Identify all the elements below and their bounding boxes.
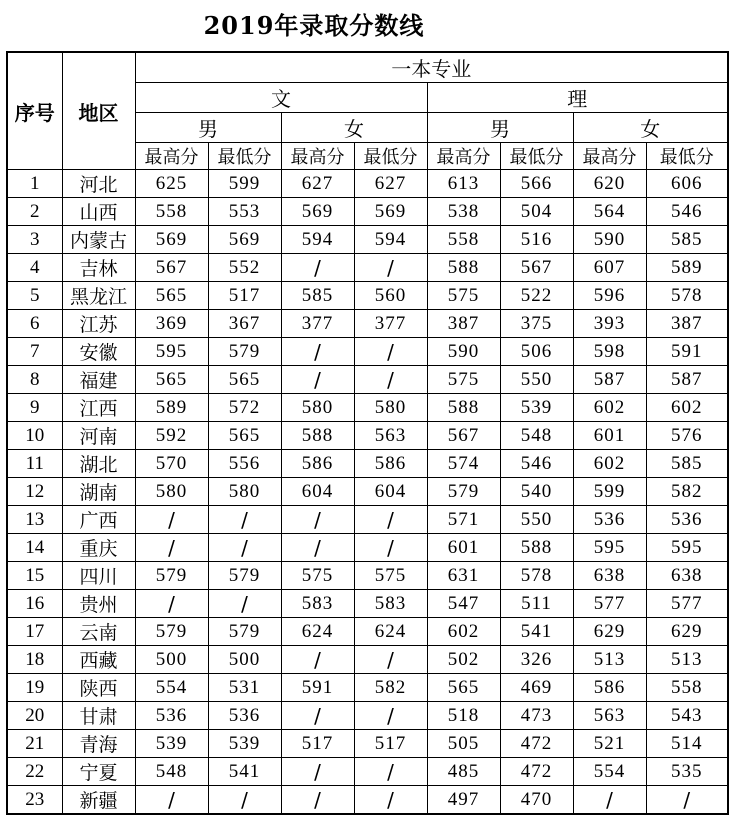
score-cell: 472 [500,730,573,758]
header-arts: 文 [135,83,427,113]
score-cell: / [354,506,427,534]
row-region: 山西 [62,198,135,226]
row-region: 贵州 [62,590,135,618]
row-index: 17 [7,618,62,646]
score-cell: 606 [646,170,728,198]
score-cell: 588 [427,394,500,422]
score-cell: 579 [427,478,500,506]
table-row [7,338,728,366]
score-cell: 604 [354,478,427,506]
score-cell: 539 [500,394,573,422]
table-row [7,226,728,254]
score-cell: 587 [573,366,646,394]
score-cell: 539 [208,730,281,758]
score-cell: 550 [500,366,573,394]
row-region: 云南 [62,618,135,646]
header-index: 序号 [7,52,62,170]
score-cell: / [354,786,427,815]
row-region: 重庆 [62,534,135,562]
score-cell: 625 [135,170,208,198]
score-cell: 521 [573,730,646,758]
score-cell: / [281,702,354,730]
score-cell: 514 [646,730,728,758]
score-cell: 629 [646,618,728,646]
score-cell: / [208,590,281,618]
score-cell: 536 [646,506,728,534]
score-cell: 578 [500,562,573,590]
score-cell: 522 [500,282,573,310]
row-region: 河南 [62,422,135,450]
score-cell: 572 [208,394,281,422]
score-cell: 565 [135,282,208,310]
score-cell: 563 [354,422,427,450]
score-cell: 367 [208,310,281,338]
score-cell: 543 [646,702,728,730]
score-cell: 579 [208,618,281,646]
score-cell: 567 [135,254,208,282]
score-cell: 599 [208,170,281,198]
table-row [7,562,728,590]
score-cell: 595 [646,534,728,562]
score-cell: 554 [573,758,646,786]
score-cell: 583 [354,590,427,618]
score-cell: 473 [500,702,573,730]
score-cell: 569 [135,226,208,254]
score-cell: 567 [427,422,500,450]
score-cell: 607 [573,254,646,282]
score-cell: 579 [208,338,281,366]
score-cell: 558 [646,674,728,702]
page-title: 2019年录取分数线 [203,11,425,40]
score-cell: / [135,506,208,534]
score-cell: 596 [573,282,646,310]
table-row [7,590,728,618]
score-cell: 579 [135,618,208,646]
score-cell: 500 [208,646,281,674]
score-cell: / [354,758,427,786]
score-cell: 548 [135,758,208,786]
header-min: 最低分 [500,143,573,170]
row-index: 22 [7,758,62,786]
score-cell: / [208,506,281,534]
table-row [7,674,728,702]
score-cell: 535 [646,758,728,786]
row-index: 13 [7,506,62,534]
score-cell: 565 [208,422,281,450]
header-arts-male: 男 [135,113,281,143]
score-cell: / [354,702,427,730]
row-region: 宁夏 [62,758,135,786]
score-cell: 513 [646,646,728,674]
score-cell: 505 [427,730,500,758]
table-row [7,758,728,786]
score-cell: 585 [281,282,354,310]
header-science-female: 女 [573,113,728,143]
row-index: 9 [7,394,62,422]
score-cell: 631 [427,562,500,590]
score-cell: 585 [646,226,728,254]
table-row [7,618,728,646]
score-cell: 627 [281,170,354,198]
score-cell: 576 [646,422,728,450]
score-cell: 588 [500,534,573,562]
score-cell: 575 [427,366,500,394]
score-cell: 582 [646,478,728,506]
row-index: 20 [7,702,62,730]
row-region: 青海 [62,730,135,758]
header-min: 最低分 [646,143,728,170]
header-min: 最低分 [354,143,427,170]
table-row [7,730,728,758]
score-cell: 629 [573,618,646,646]
score-cell: 500 [135,646,208,674]
score-cell: 583 [281,590,354,618]
row-index: 12 [7,478,62,506]
score-cell: 598 [573,338,646,366]
score-cell: 591 [646,338,728,366]
table-row [7,170,728,198]
score-cell: 539 [135,730,208,758]
score-cell: 580 [208,478,281,506]
header-science-male: 男 [427,113,573,143]
score-cell: / [208,534,281,562]
score-cell: 547 [427,590,500,618]
table-row [7,422,728,450]
score-cell: 638 [573,562,646,590]
score-cell: / [354,646,427,674]
score-cell: 601 [573,422,646,450]
row-region: 吉林 [62,254,135,282]
row-index: 21 [7,730,62,758]
score-cell: 624 [354,618,427,646]
score-cell: 566 [500,170,573,198]
row-region: 西藏 [62,646,135,674]
score-cell: 565 [208,366,281,394]
row-region: 福建 [62,366,135,394]
score-cell: 563 [573,702,646,730]
score-cell: 502 [427,646,500,674]
score-cell: 538 [427,198,500,226]
score-cell: / [573,786,646,815]
score-cell: 575 [427,282,500,310]
score-cell: 594 [281,226,354,254]
row-index: 19 [7,674,62,702]
score-cell: / [281,366,354,394]
score-cell: / [135,786,208,815]
score-cell: 564 [573,198,646,226]
score-cell: 369 [135,310,208,338]
score-cell: 574 [427,450,500,478]
score-cell: 470 [500,786,573,815]
table-row [7,646,728,674]
score-cell: / [281,254,354,282]
score-cell: 393 [573,310,646,338]
score-cell: / [354,534,427,562]
admission-score-table [6,51,729,815]
table-row [7,254,728,282]
table-body [7,170,728,815]
score-cell: 602 [646,394,728,422]
score-cell: 595 [573,534,646,562]
score-cell: 506 [500,338,573,366]
score-cell: 469 [500,674,573,702]
score-cell: 552 [208,254,281,282]
score-cell: / [354,254,427,282]
score-cell: 517 [354,730,427,758]
score-cell: / [135,534,208,562]
score-cell: 536 [573,506,646,534]
row-region: 新疆 [62,786,135,815]
row-index: 5 [7,282,62,310]
score-cell: 590 [573,226,646,254]
row-region: 甘肃 [62,702,135,730]
score-cell: 586 [573,674,646,702]
score-cell: 565 [427,674,500,702]
score-cell: 582 [354,674,427,702]
score-cell: 565 [135,366,208,394]
row-index: 6 [7,310,62,338]
table-row [7,310,728,338]
score-cell: 540 [500,478,573,506]
row-index: 3 [7,226,62,254]
score-cell: 387 [427,310,500,338]
table-row [7,366,728,394]
score-cell: 326 [500,646,573,674]
table-row [7,534,728,562]
table-row [7,702,728,730]
row-index: 15 [7,562,62,590]
table-row [7,506,728,534]
row-region: 河北 [62,170,135,198]
score-cell: 517 [208,282,281,310]
score-cell: 604 [281,478,354,506]
row-region: 湖南 [62,478,135,506]
score-cell: 567 [500,254,573,282]
score-cell: 575 [354,562,427,590]
score-cell: 601 [427,534,500,562]
score-cell: / [354,338,427,366]
score-cell: / [208,786,281,815]
score-cell: 550 [500,506,573,534]
score-cell: 585 [646,450,728,478]
score-cell: 590 [427,338,500,366]
row-region: 陕西 [62,674,135,702]
row-index: 8 [7,366,62,394]
score-cell: 548 [500,422,573,450]
table-row [7,198,728,226]
score-cell: 577 [573,590,646,618]
header-arts-female: 女 [281,113,427,143]
row-region: 江西 [62,394,135,422]
score-cell: 558 [427,226,500,254]
score-cell: 613 [427,170,500,198]
row-index: 16 [7,590,62,618]
score-cell: 592 [135,422,208,450]
row-index: 4 [7,254,62,282]
score-cell: / [354,366,427,394]
score-cell: 627 [354,170,427,198]
header-min: 最低分 [208,143,281,170]
score-cell: 594 [354,226,427,254]
score-cell: 589 [646,254,728,282]
score-cell: 560 [354,282,427,310]
score-cell: 579 [135,562,208,590]
score-cell: 638 [646,562,728,590]
row-region: 广西 [62,506,135,534]
score-cell: 579 [208,562,281,590]
score-cell: 586 [354,450,427,478]
score-cell: 589 [135,394,208,422]
score-cell: 587 [646,366,728,394]
score-cell: / [135,590,208,618]
row-index: 10 [7,422,62,450]
score-cell: 517 [281,730,354,758]
score-cell: 569 [354,198,427,226]
score-cell: 536 [135,702,208,730]
score-cell: 575 [281,562,354,590]
score-cell: / [281,534,354,562]
header-max: 最高分 [281,143,354,170]
row-index: 18 [7,646,62,674]
row-index: 23 [7,786,62,815]
row-region: 湖北 [62,450,135,478]
score-cell: 578 [646,282,728,310]
score-cell: 602 [573,450,646,478]
score-cell: 599 [573,478,646,506]
score-cell: 588 [281,422,354,450]
header-max: 最高分 [135,143,208,170]
score-cell: 553 [208,198,281,226]
score-cell: / [281,758,354,786]
header-max: 最高分 [573,143,646,170]
score-cell: 536 [208,702,281,730]
score-cell: 591 [281,674,354,702]
score-cell: / [281,646,354,674]
row-index: 2 [7,198,62,226]
score-cell: 375 [500,310,573,338]
score-cell: 485 [427,758,500,786]
score-cell: / [281,338,354,366]
header-max: 最高分 [427,143,500,170]
score-cell: 531 [208,674,281,702]
header-category: 一本专业 [135,52,728,83]
score-cell: 556 [208,450,281,478]
score-cell: 595 [135,338,208,366]
score-cell: 546 [646,198,728,226]
score-cell: 387 [646,310,728,338]
score-cell: 602 [573,394,646,422]
score-cell: 541 [500,618,573,646]
score-cell: 516 [500,226,573,254]
row-region: 江苏 [62,310,135,338]
score-cell: 504 [500,198,573,226]
row-region: 四川 [62,562,135,590]
row-region: 安徽 [62,338,135,366]
score-cell: 511 [500,590,573,618]
table-row [7,786,728,815]
score-cell: 546 [500,450,573,478]
score-cell: 571 [427,506,500,534]
row-index: 7 [7,338,62,366]
score-cell: / [646,786,728,815]
score-cell: 513 [573,646,646,674]
header-science: 理 [427,83,728,113]
score-cell: 580 [354,394,427,422]
score-cell: 580 [281,394,354,422]
score-cell: 554 [135,674,208,702]
score-cell: 624 [281,618,354,646]
table-row [7,282,728,310]
score-cell: 620 [573,170,646,198]
row-index: 14 [7,534,62,562]
score-cell: 541 [208,758,281,786]
score-cell: 558 [135,198,208,226]
row-index: 11 [7,450,62,478]
score-cell: 518 [427,702,500,730]
row-region: 内蒙古 [62,226,135,254]
score-cell: 588 [427,254,500,282]
score-cell: 577 [646,590,728,618]
header-region: 地区 [62,52,135,170]
score-cell: 570 [135,450,208,478]
score-cell: 472 [500,758,573,786]
table-row [7,394,728,422]
score-cell: 497 [427,786,500,815]
score-cell: / [281,506,354,534]
row-index: 1 [7,170,62,198]
score-cell: / [281,786,354,815]
score-cell: 580 [135,478,208,506]
score-cell: 569 [208,226,281,254]
table-row [7,478,728,506]
row-region: 黑龙江 [62,282,135,310]
score-cell: 377 [354,310,427,338]
table-row [7,450,728,478]
score-cell: 586 [281,450,354,478]
score-cell: 377 [281,310,354,338]
score-cell: 602 [427,618,500,646]
score-cell: 569 [281,198,354,226]
